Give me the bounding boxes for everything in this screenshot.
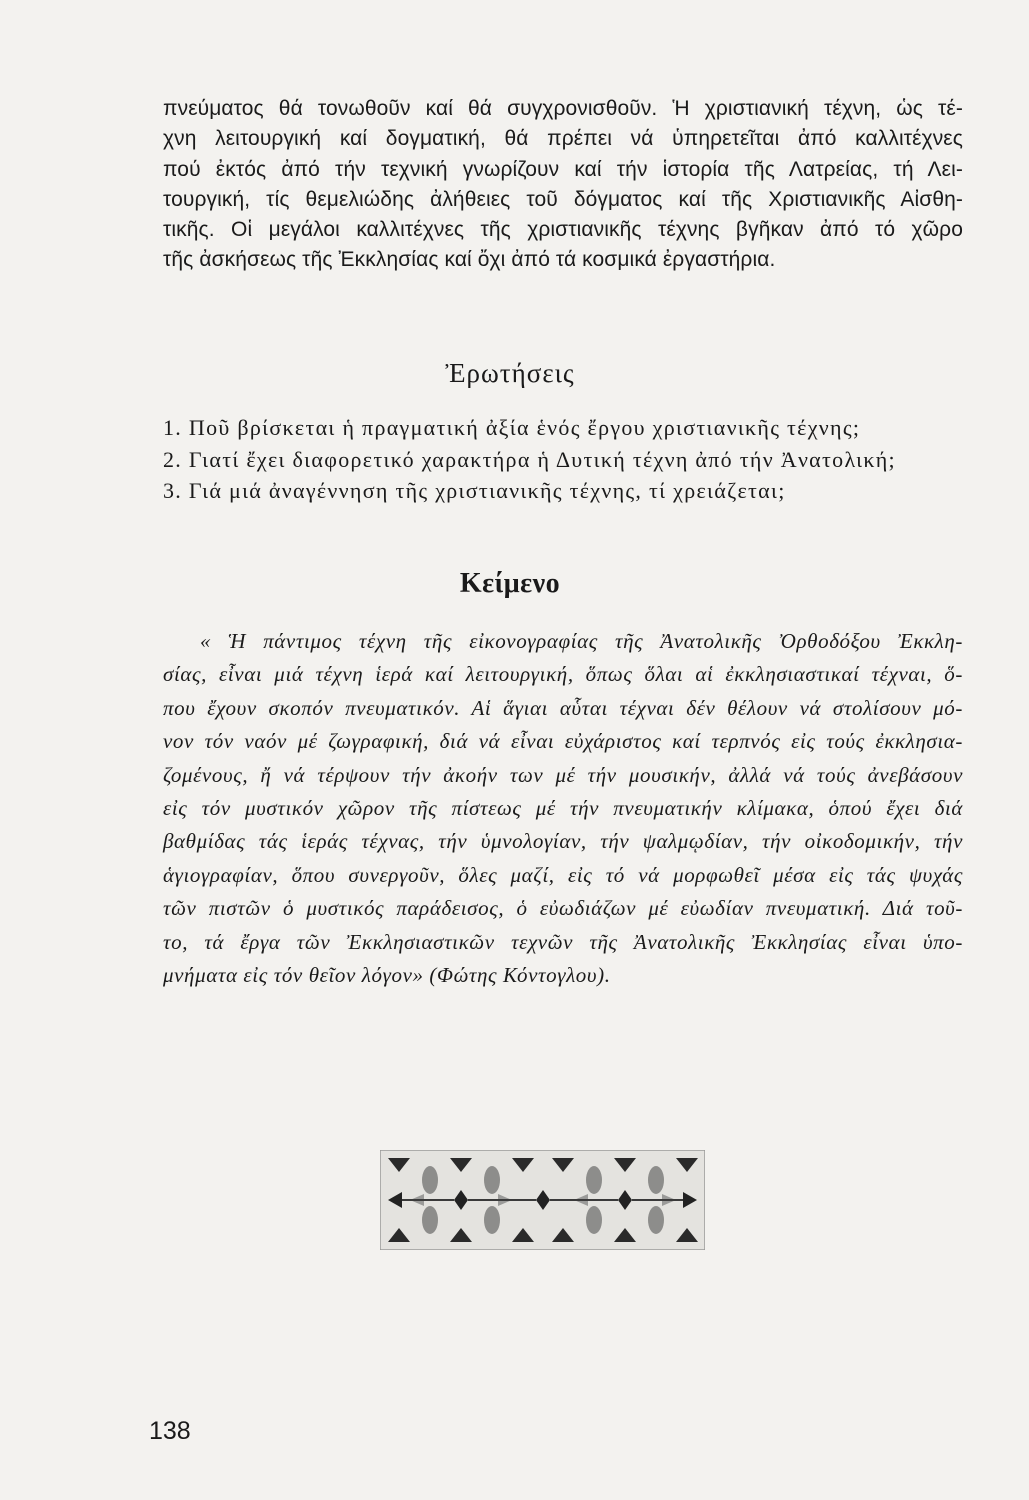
questions-heading: Ἐρωτήσεις: [445, 358, 575, 388]
ornament-band-icon: [380, 1150, 705, 1250]
page-number: 138: [149, 1417, 191, 1445]
quote-line: νον τόν ναόν μέ ζωγραφική, διά νά εἶναι εὐχάριστος καί τερπνός εἰς τούς ἐκκλησια-: [163, 729, 963, 754]
paragraph-line: τῆς ἀσκήσεως τῆς Ἐκκλησίας καί ὄχι ἀπό τά κοσμικά ἐργαστήρια.: [163, 248, 776, 272]
quote-line: εἰς τόν μυστικόν χῶρον τῆς πίστεως μέ τήν πνευματικήν κλίμακα, ὁπού ἔχει διά: [163, 796, 963, 821]
body-paragraph: [163, 94, 963, 276]
quote-line: που ἔχουν σκοπόν πνευματικόν. Αἱ ἅγιαι αὗται τέχναι δέν θέλουν νά στολίσουν μό-: [163, 695, 963, 720]
quote-line: τῶν πιστῶν ὁ μυστικός παράδεισος, ὁ εὐωδιάζων μέ εὐωδίαν πνευματική. Διά τοῦ-: [163, 896, 963, 921]
quote-line: ζομένους, ἤ νά τέρψουν τήν ἀκοήν των μέ τήν μουσικήν, ἀλλά νά τούς ἀνεβάσουν: [163, 762, 963, 787]
paragraph-line: πού ἐκτός ἀπό τήν τεχνική γνωρίζουν καί τήν ἱστορία τῆς Λατρείας, τή Λει-: [163, 157, 963, 181]
quote-line: μνήματα εἰς τόν θεῖον λόγον» (Φώτης Κόντογλου).: [163, 963, 611, 988]
quote-line: « Ἡ πάντιμος τέχνη τῆς εἰκονογραφίας τῆς Ἀνατολικῆς Ὀρθοδόξου Ἐκκλη-: [200, 629, 963, 653]
question-item: 3. Γιά μιά ἀναγέννηση τῆς χριστιανικῆς τέχνης, τί χρειάζεται;: [163, 478, 786, 503]
paragraph-line: χνη λειτουργική καί δογματική, θά πρέπει νά ὑπηρετεῖται ἀπό καλλιτέχνες: [163, 127, 963, 151]
text-heading: Κείμενο: [459, 568, 561, 599]
paragraph-line: τικῆς. Οἱ μεγάλοι καλλιτέχνες τῆς χριστιανικῆς τέχνης βγῆκαν ἀπό τό χῶρο: [163, 218, 963, 242]
question-item: 1. Ποῦ βρίσκεται ἡ πραγματική ἀξία ἑνός ἔργου χριστιανικῆς τέχνης;: [163, 415, 861, 440]
paragraph-line: τουργική, τίς θεμελιώδης ἀλήθειες τοῦ δόγματος καί τῆς Χριστιανικῆς Αἰσθη-: [163, 187, 963, 211]
quote-line: σίας, εἶναι μιά τέχνη ἱερά καί λειτουργική, ὅπως ὅλαι αἱ ἐκκλησιαστικαί τέχναι, ὅ-: [163, 662, 963, 687]
quote-block: [163, 625, 963, 992]
quote-line: βαθμίδας τάς ἱεράς τέχνας, τήν ὑμνολογίαν, τήν ψαλμῳδίαν, τήν οἰκοδομικήν, τήν: [163, 829, 963, 854]
paragraph-line: πνεύματος θά τονωθοῦν καί θά συγχρονισθοῦν. Ἡ χριστιανική τέχνη, ὡς τέ-: [163, 97, 963, 120]
question-item: 2. Γιατί ἔχει διαφορετικό χαρακτήρα ἡ Δυτική τέχνη ἀπό τήν Ἀνατολική;: [163, 446, 896, 472]
quote-line: το, τά ἔργα τῶν Ἐκκλησιαστικῶν τεχνῶν τῆς Ἀνατολικῆς Ἐκκλησίας εἶναι ὑπο-: [163, 929, 963, 954]
quote-line: ἁγιογραφίαν, ὅπου συνεργοῦν, ὅλες μαζί, εἰς τό νά μορφωθεῖ μέσα εἰς τάς ψυχάς: [163, 862, 963, 887]
questions-list: [163, 412, 983, 507]
